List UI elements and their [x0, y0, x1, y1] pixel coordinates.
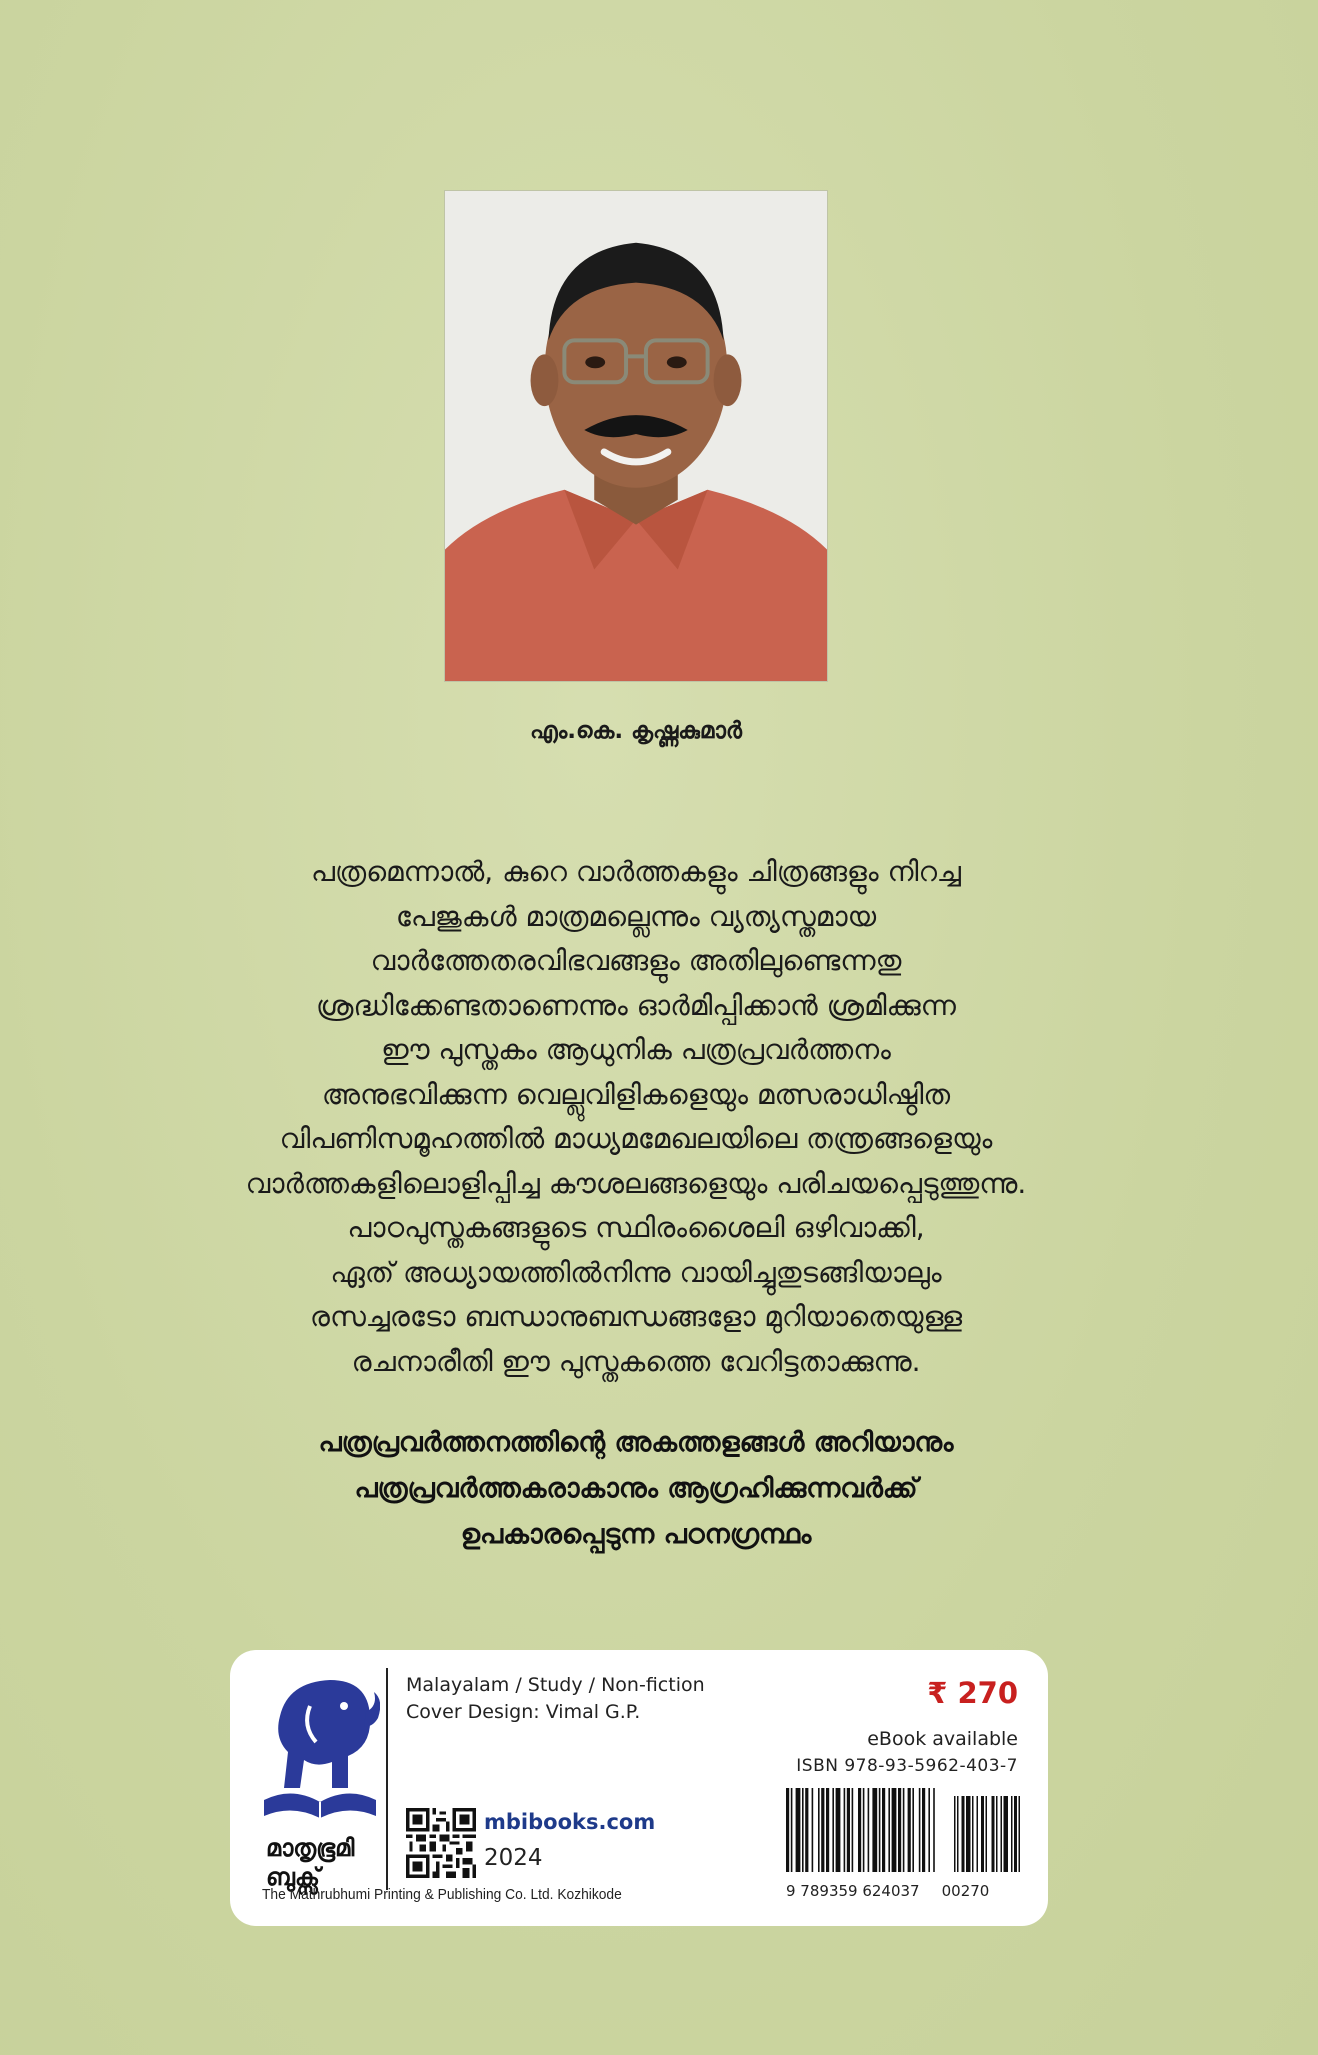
publisher-name-line1: മാതൃഭൂമി	[266, 1834, 355, 1862]
blurb-text	[150, 850, 1122, 1384]
barcode-addon-bar	[986, 1796, 988, 1872]
author-name: എം.കെ. കൃഷ്ണകുമാർ	[529, 718, 743, 744]
book-details	[406, 1672, 705, 1726]
barcode-bar	[888, 1788, 890, 1872]
barcode-bar	[863, 1788, 865, 1872]
barcode-bar	[796, 1788, 801, 1872]
tagline-line: ഉപകാരപ്പെടുന്ന പഠനഗ്രന്ഥം	[460, 1519, 812, 1550]
barcode-bar	[832, 1788, 834, 1872]
barcode-bar	[903, 1788, 905, 1872]
barcode-bar	[818, 1788, 820, 1872]
barcode-bar	[912, 1788, 914, 1872]
barcode-bar	[821, 1788, 824, 1872]
barcode-addon-bar	[1001, 1796, 1003, 1872]
barcode-addon-bar	[1004, 1796, 1009, 1872]
publisher-imprint: The Mathrubhumi Printing & Publishing Co. Ltd. Kozhikode	[262, 1886, 622, 1903]
publication-year: 2024	[484, 1845, 543, 1871]
barcode-addon-bar	[954, 1796, 956, 1872]
blurb-line: വാർത്തകളിലൊളിപ്പിച്ച കൗശലങ്ങളെയും പരിചയപ്പെടുത്തുന്നു.	[245, 1166, 1027, 1200]
barcode-bar	[805, 1788, 808, 1872]
publisher-info-panel	[230, 1650, 1048, 1926]
barcode-bar	[922, 1788, 925, 1872]
barcode-bar	[908, 1788, 911, 1872]
barcode-addon-bar	[996, 1796, 998, 1872]
barcode-bar	[786, 1788, 789, 1872]
barcode-addon-bar	[957, 1796, 959, 1872]
blurb-line: വാർത്തേതരവിഭവങ്ങളും അതിലുണ്ടെന്നതു	[370, 944, 902, 977]
barcode-bar	[879, 1788, 881, 1872]
blurb-line: രചനാരീതി ഈ പുസ്തകത്തെ വേറിട്ടതാക്കുന്നു.	[351, 1344, 921, 1378]
blurb-line: ശ്രദ്ധിക്കേണ്ടതാണെന്നും ഓർമിപ്പിക്കാൻ ശ്രമിക്കുന്ന	[316, 988, 956, 1022]
barcode-bar	[812, 1788, 814, 1872]
blurb-line: രസച്ചരടോ ബന്ധാനുബന്ധങ്ങളോ മുറിയാതെയുള്ള	[309, 1300, 963, 1333]
barcode-bar	[858, 1788, 861, 1872]
barcode-bar	[836, 1788, 841, 1872]
barcode-bar	[802, 1788, 804, 1872]
divider	[386, 1668, 388, 1890]
blurb-line: പത്രമെന്നാൽ, കുറെ വാർത്തകളും ചിത്രങ്ങളും നിറച്ച	[311, 855, 961, 888]
cover-design-credit: Cover Design: Vimal G.P.	[406, 1701, 641, 1723]
ebook-availability: eBook available	[867, 1728, 1018, 1750]
barcode-addon-bar	[1019, 1796, 1021, 1872]
barcode-addon-bar	[962, 1796, 965, 1872]
barcode-bar	[844, 1788, 846, 1872]
publisher-name-line2: ബുക്സ്	[266, 1863, 320, 1891]
blurb-line: അനുഭവിക്കുന്ന വെല്ലുവിളികളെയും മത്സരാധിഷ്ഠിത	[321, 1077, 951, 1111]
tagline	[150, 1420, 1122, 1558]
barcode-bar	[882, 1788, 885, 1872]
barcode-bar	[872, 1788, 877, 1872]
barcode-bar	[852, 1788, 854, 1872]
barcode-addon-bar	[992, 1796, 995, 1872]
barcode-main-digits: 9 789359 624037	[786, 1882, 920, 1900]
isbn-barcode-icon	[786, 1788, 1020, 1872]
barcode-addon-bar	[1011, 1796, 1013, 1872]
barcode-bar	[791, 1788, 793, 1872]
publisher-website-link[interactable]: mbibooks.com	[484, 1810, 656, 1834]
barcode-bar	[928, 1788, 930, 1872]
barcode-bar	[892, 1788, 897, 1872]
barcode-bar	[868, 1788, 870, 1872]
barcode-addon-bar	[966, 1796, 971, 1872]
blurb-line: ഏത് അധ്യായത്തിൽനിന്നു വായിച്ചുതുടങ്ങിയാലും	[330, 1255, 942, 1289]
author-photo	[444, 190, 828, 682]
barcode-bar	[919, 1788, 921, 1872]
blurb-line: ഈ പുസ്തകം ആധുനിക പത്രപ്രവർത്തനം	[381, 1033, 891, 1066]
tagline-line: പത്രപ്രവർത്തകരാകാനും ആഗ്രഹിക്കുന്നവർക്ക്	[354, 1473, 918, 1504]
barcode-bar	[826, 1788, 829, 1872]
book-price: ₹ 270	[927, 1676, 1018, 1710]
barcode-addon-digits: 00270	[941, 1882, 990, 1900]
author-portrait-icon	[445, 191, 827, 681]
barcode-digits	[786, 1882, 989, 1900]
barcode-bar	[933, 1788, 935, 1872]
barcode-addon-bar	[1014, 1796, 1017, 1872]
isbn-number: ISBN 978-93-5962-403-7	[796, 1756, 1018, 1776]
blurb-line: പാഠപുസ്തകങ്ങളുടെ സ്ഥിരംശൈലി ഒഴിവാക്കി,	[347, 1211, 925, 1244]
barcode-addon-bar	[981, 1796, 984, 1872]
publisher-logo-text	[266, 1834, 386, 1892]
genre-label: Malayalam / Study / Non-fiction	[406, 1674, 705, 1696]
blurb-line: വിപണിസമൂഹത്തിൽ മാധ്യമമേഖലയിലെ തന്ത്രങ്ങളെയും	[279, 1122, 993, 1155]
barcode-addon-bar	[972, 1796, 974, 1872]
barcode-bar	[847, 1788, 850, 1872]
barcode-addon-bar	[977, 1796, 979, 1872]
qr-code-icon[interactable]	[406, 1808, 476, 1878]
blurb-line: പേജുകൾ മാത്രമല്ലെന്നും വ്യത്യസ്തമായ	[395, 899, 877, 933]
elephant-book-logo-icon	[260, 1676, 380, 1826]
barcode-bar	[898, 1788, 901, 1872]
tagline-line: പത്രപ്രവർത്തനത്തിന്റെ അകത്തളങ്ങൾ അറിയാനും	[318, 1427, 954, 1458]
